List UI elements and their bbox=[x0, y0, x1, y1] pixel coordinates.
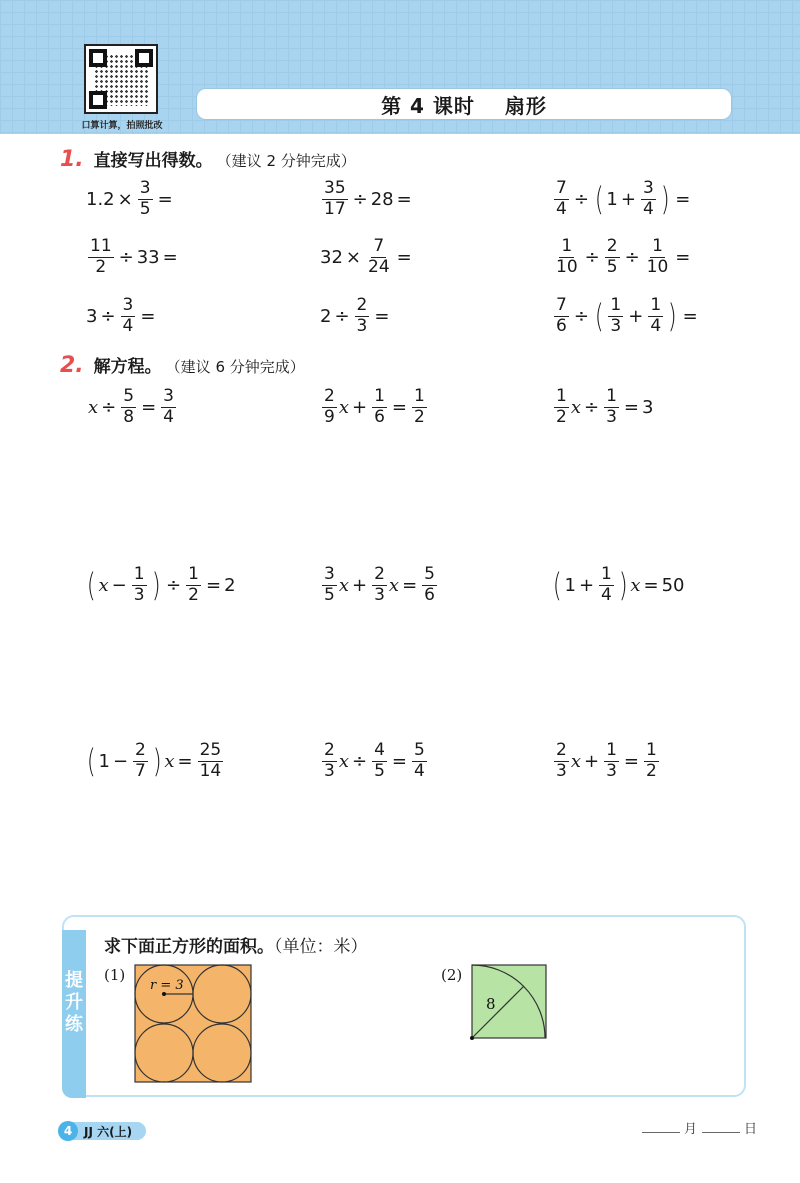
fraction: $\frac{11}{2}$ bbox=[90, 236, 112, 277]
fraction: $\frac{2}{9}$ bbox=[324, 386, 335, 427]
fraction: $\frac{1}{10}$ bbox=[646, 236, 669, 277]
center-dot bbox=[470, 1036, 474, 1040]
fraction: $\frac{1}{2}$ bbox=[188, 564, 199, 605]
fraction: $\frac{5}{8}$ bbox=[123, 386, 135, 427]
fraction: $\frac{7}{6}$ bbox=[556, 295, 567, 336]
fraction: $\frac{2}{3}$ bbox=[374, 564, 385, 605]
section-title: 直接写出得数。 bbox=[93, 151, 213, 171]
fraction: $\frac{1}{10}$ bbox=[556, 236, 578, 277]
problem-1-8: 2 ÷ $\frac{2}{3}$ = bbox=[320, 295, 390, 336]
lesson-topic: 扇形 bbox=[504, 93, 547, 118]
fraction: $\frac{35}{17}$ bbox=[324, 178, 346, 219]
equation-6: ( 1 + $\frac{1}{4}$ ) x = 50 bbox=[552, 564, 685, 605]
section-hint: （建议 6 分钟完成） bbox=[165, 358, 305, 376]
grade-label: JJ 六(上) bbox=[84, 1124, 133, 1139]
date-day: 日 bbox=[702, 1118, 757, 1137]
equation-1: x ÷ $\frac{5}{8}$ = $\frac{3}{4}$ bbox=[88, 386, 174, 427]
fraction: $\frac{1}{2}$ bbox=[646, 740, 657, 781]
section-2-heading bbox=[60, 352, 305, 378]
section-number: 1. bbox=[60, 147, 84, 172]
fraction: $\frac{2}{7}$ bbox=[135, 740, 146, 781]
lesson-title-bar bbox=[196, 88, 732, 120]
fraction: $\frac{7}{4}$ bbox=[556, 178, 567, 219]
qr-eye bbox=[135, 49, 153, 67]
figure-2-label: (2) bbox=[441, 966, 463, 984]
fraction: $\frac{25}{14}$ bbox=[199, 740, 222, 781]
fraction: $\frac{1}{3}$ bbox=[610, 295, 622, 336]
figure-2-quarter-circle-square bbox=[470, 964, 548, 1040]
day-blank[interactable] bbox=[702, 1132, 740, 1133]
fraction: $\frac{2}{3}$ bbox=[356, 295, 368, 336]
problem-1-6: $\frac{1}{10}$ ÷ $\frac{2}{5}$ ÷ $\frac{1}{10}$ = bbox=[556, 236, 691, 277]
problem-1-3: $\frac{7}{4}$ ÷ ( 1 + $\frac{3}{4}$ ) = bbox=[556, 178, 691, 219]
fraction: $\frac{2}{3}$ bbox=[556, 740, 567, 781]
equation-5: $\frac{3}{5}$ x + $\frac{2}{3}$ x = $\frac{5}{6}$ bbox=[324, 564, 435, 605]
tab-char: 练 bbox=[65, 1014, 83, 1035]
fraction: $\frac{3}{4}$ bbox=[122, 295, 134, 336]
fraction: $\frac{1}{4}$ bbox=[601, 564, 612, 605]
fraction: $\frac{3}{5}$ bbox=[324, 564, 335, 605]
fraction: $\frac{1}{6}$ bbox=[374, 386, 385, 427]
fraction: $\frac{3}{4}$ bbox=[642, 178, 654, 219]
problem-1-9: $\frac{7}{6}$ ÷ ( $\frac{1}{3}$ + $\frac{1}{4}$ ) = bbox=[556, 295, 698, 336]
equation-7: ( 1 − $\frac{2}{7}$ ) x = $\frac{25}{14}$ bbox=[86, 740, 222, 781]
fraction: $\frac{1}{2}$ bbox=[414, 386, 425, 427]
problem-1-2: $\frac{35}{17}$ ÷ 28 = bbox=[324, 178, 412, 219]
page-number: 4 bbox=[58, 1121, 78, 1141]
challenge-title: 求下面正方形的面积。（单位：米） bbox=[104, 937, 368, 957]
section-title: 解方程。 bbox=[93, 357, 162, 377]
lesson-number: 第 4 课时 bbox=[381, 93, 475, 118]
section-hint: （建议 2 分钟完成） bbox=[216, 152, 356, 170]
section-1-heading bbox=[60, 146, 356, 172]
fraction: $\frac{1}{3}$ bbox=[133, 564, 145, 605]
fraction: $\frac{4}{5}$ bbox=[374, 740, 385, 781]
fraction: $\frac{5}{4}$ bbox=[414, 740, 425, 781]
qr-eye bbox=[89, 49, 107, 67]
equation-9: $\frac{2}{3}$ x + $\frac{1}{3}$ = $\frac{1}{2}$ bbox=[556, 740, 657, 781]
equation-2: $\frac{2}{9}$ x + $\frac{1}{6}$ = $\frac{1}{2}$ bbox=[324, 386, 425, 427]
fraction: $\frac{3}{4}$ bbox=[163, 386, 174, 427]
tab-char: 提 bbox=[65, 970, 83, 991]
figure-1-circles-in-square bbox=[134, 964, 252, 1084]
problem-1-4: $\frac{11}{2}$ ÷ 33 = bbox=[90, 236, 178, 277]
figure-1-label: (1) bbox=[104, 966, 126, 984]
footer-page-badge bbox=[60, 1122, 146, 1140]
qr-code[interactable] bbox=[84, 44, 158, 114]
fraction: $\frac{3}{5}$ bbox=[139, 178, 151, 219]
fraction: $\frac{2}{3}$ bbox=[324, 740, 335, 781]
fraction: $\frac{1}{3}$ bbox=[606, 386, 617, 427]
date-month: 月 bbox=[642, 1118, 697, 1137]
fraction: $\frac{1}{2}$ bbox=[556, 386, 567, 427]
fraction: $\frac{7}{24}$ bbox=[368, 236, 390, 277]
fraction: $\frac{2}{5}$ bbox=[606, 236, 618, 277]
problem-1-1: 1.2 × $\frac{3}{5}$ = bbox=[86, 178, 173, 219]
fraction: $\frac{5}{6}$ bbox=[424, 564, 435, 605]
fraction: $\frac{1}{3}$ bbox=[606, 740, 617, 781]
challenge-tab bbox=[62, 930, 86, 1098]
section-number: 2. bbox=[60, 353, 84, 378]
fraction: $\frac{1}{4}$ bbox=[650, 295, 662, 336]
problem-1-5: 32 × $\frac{7}{24}$ = bbox=[320, 236, 412, 277]
month-blank[interactable] bbox=[642, 1132, 680, 1133]
qr-caption: 口算计算，拍照批改 bbox=[81, 121, 163, 131]
qr-eye bbox=[89, 91, 107, 109]
radius-label: r = 3 bbox=[150, 978, 184, 993]
equation-8: $\frac{2}{3}$ x ÷ $\frac{4}{5}$ = $\frac{5}{4}$ bbox=[324, 740, 425, 781]
equation-4: ( x − $\frac{1}{3}$ ) ÷ $\frac{1}{2}$ = 2 bbox=[86, 564, 236, 605]
length-label: 8 bbox=[486, 995, 496, 1013]
tab-char: 升 bbox=[65, 992, 83, 1013]
problem-1-7: 3 ÷ $\frac{3}{4}$ = bbox=[86, 295, 156, 336]
equation-3: $\frac{1}{2}$ x ÷ $\frac{1}{3}$ = 3 bbox=[556, 386, 654, 427]
